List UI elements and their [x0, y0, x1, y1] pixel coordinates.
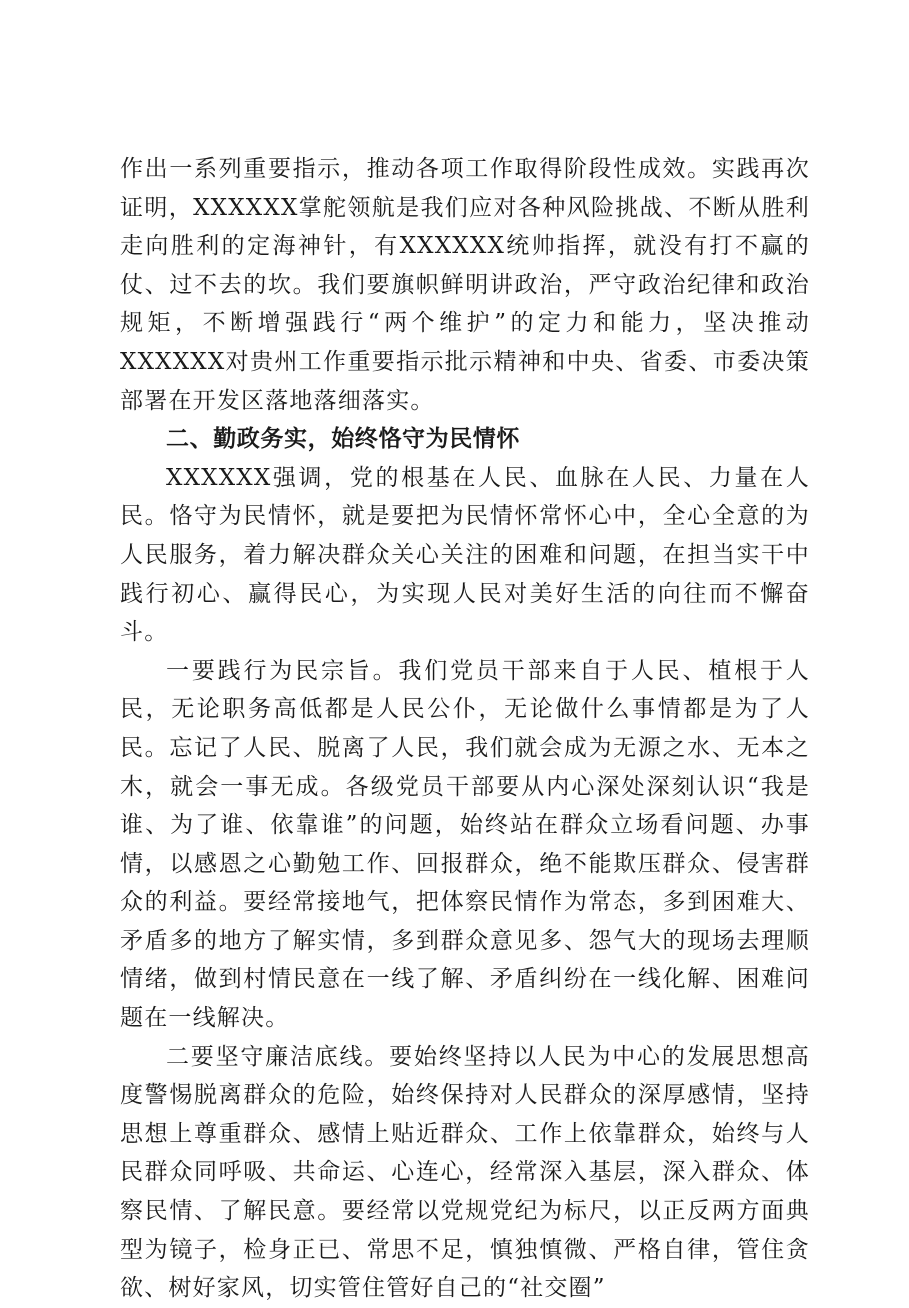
continuation-paragraph: 作出一系列重要指示，推动各项工作取得阶段性成效。实践再次证明，XXXXXX掌舵领航是我们应对各种风险挑战、不断从胜利走向胜利的定海神针，有XXXXXX统帅指挥，就没有打不赢的仗、过不去的坎。我们要旗帜鲜明讲政治，严守政治纪律和政治规矩，不断增强践行“两个维护”的定力和能力，坚决推动XXXXXX对贵州工作重要指示批示精神和中央、省委、市委决策部署在开发区落地落细落实。: [120, 156, 810, 414]
intro-paragraph: XXXXXX强调，党的根基在人民、血脉在人民、力量在人民。恪守为民情怀，就是要把为民情怀常怀心中，全心全意的为人民服务，着力解决群众关心关注的困难和问题，在担当实干中践行初心、赢得民心，为实现人民对美好生活的向往而不懈奋斗。: [120, 464, 810, 646]
point-one-paragraph: 一要践行为民宗旨。我们党员干部来自于人民、植根于人民，无论职务高低都是人民公仆，无论做什么事情都是为了人民。忘记了人民、脱离了人民，我们就会成为无源之水、无本之木，就会一事无成。各级党员干部要从内心深处深刻认识“我是谁、为了谁、依靠谁”的问题，始终站在群众立场看问题、办事情，以感恩之心勤勉工作、回报群众，绝不能欺压群众、侵害群众的利益。要经常接地气，把体察民情作为常态，多到困难大、矛盾多的地方了解实情，多到群众意见多、怨气大的现场去理顺情绪，做到村情民意在一线了解、矛盾纠纷在一线化解、困难问题在一线解决。: [120, 657, 810, 1032]
section-heading: 二、勤政务实，始终恪守为民情怀: [166, 426, 520, 453]
point-two-paragraph: 二要坚守廉洁底线。要始终坚持以人民为中心的发展思想高度警惕脱离群众的危险，始终保持对人民群众的深厚感情，坚持思想上尊重群众、感情上贴近群众、工作上依靠群众，始终与人民群众同呼吸、共命运、心连心，经常深入基层，深入群众、体察民情、了解民意。要经常以党规党纪为标尺，以正反两方面典型为镜子，检身正已、常思不足，慎独慎微、严格自律，管住贪欲、树好家风，切实管住管好自己的“社交圈”: [120, 1043, 810, 1302]
document-body: [120, 150, 810, 1308]
